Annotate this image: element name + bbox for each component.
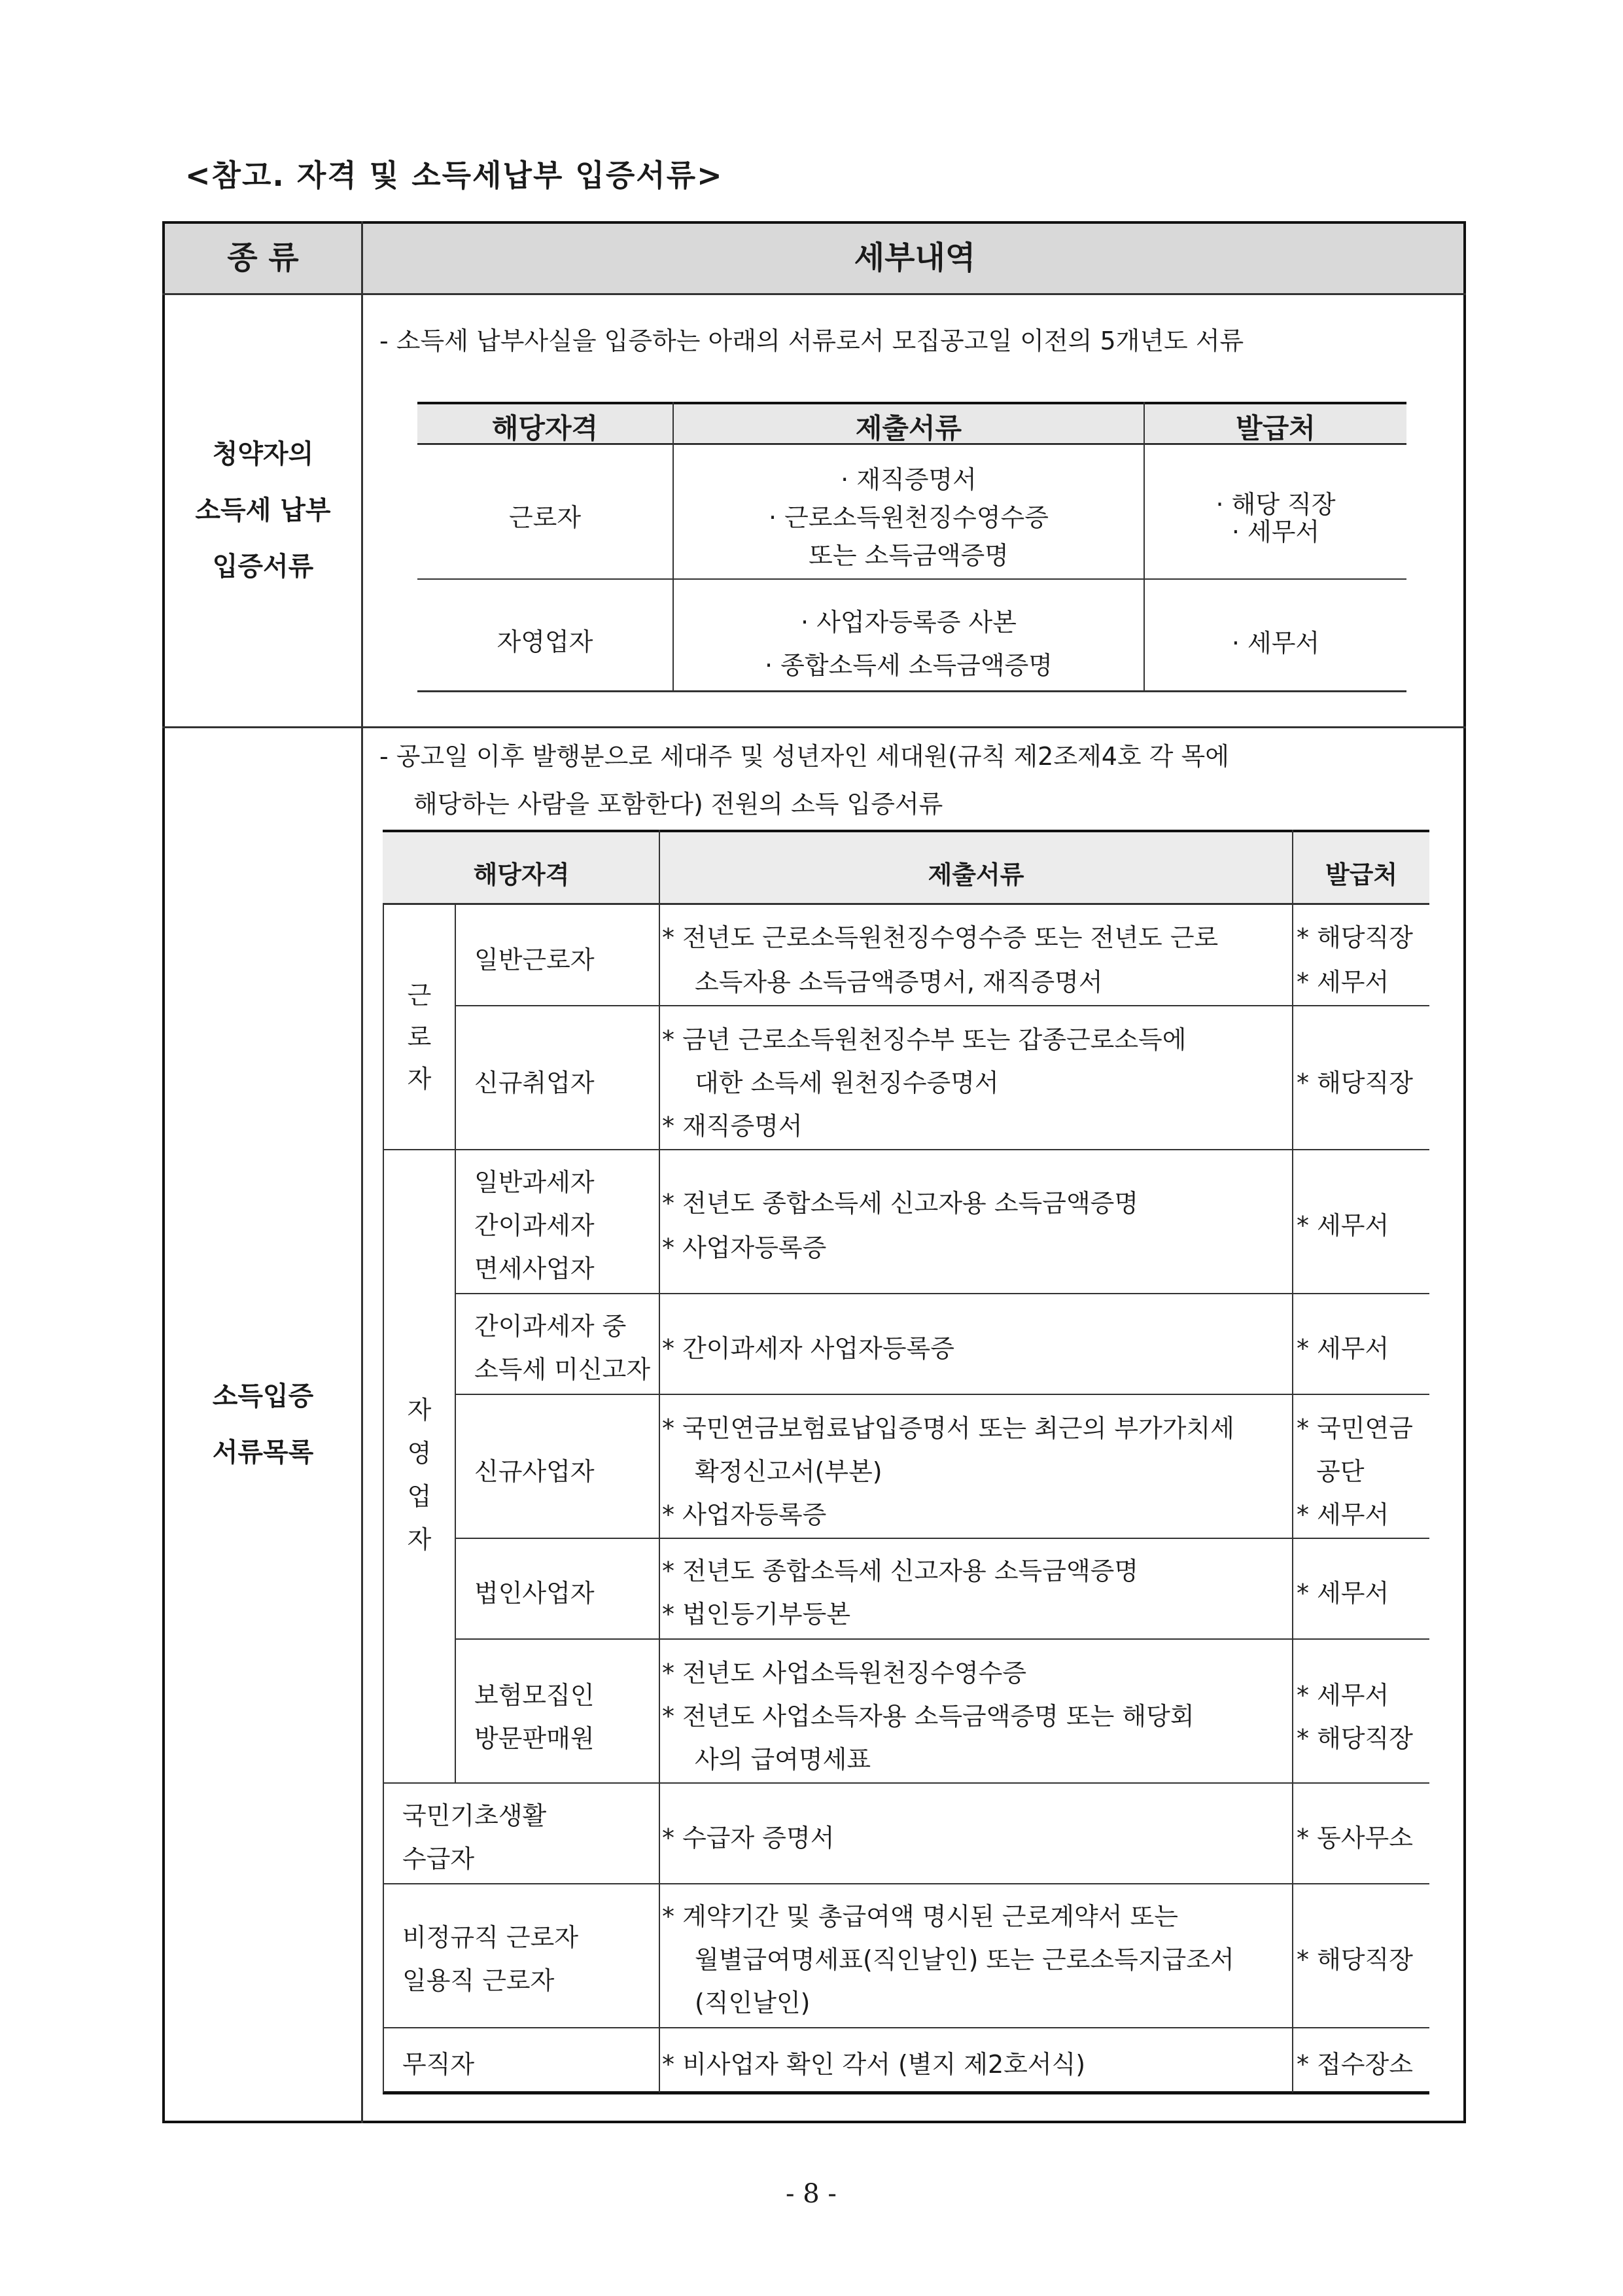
s1-row2-issuer1: · 세무서: [1231, 629, 1320, 658]
section2-intro-line2: 해당하는 사람을 포함한다) 전원의 소득 입증서류: [413, 790, 943, 819]
page-number: - 8 -: [786, 2179, 837, 2209]
s2-vline-issuer: [1292, 830, 1293, 2093]
s1-line-top: [417, 402, 1406, 404]
s1-header-docs: 제출서류: [855, 412, 962, 444]
s2-r1-doc1: * 전년도 근로소득원천징수영수증 또는 전년도 근로: [662, 923, 1219, 952]
s2-r2-issuer1: * 해당직장: [1297, 1069, 1413, 1097]
s2-r3-qual1: 일반과세자: [474, 1168, 595, 1197]
s2-r1-qual: 일반근로자: [474, 945, 595, 974]
s2-r2-doc1: * 금년 근로소득원천징수부 또는 갑종근로소득에: [662, 1025, 1187, 1054]
s2-r9-qual1: 비정규직 근로자: [402, 1923, 579, 1952]
s2-group-self-2: 영: [407, 1439, 432, 1468]
s2-r1-issuer1: * 해당직장: [1297, 923, 1413, 952]
s2-line-top: [383, 830, 1429, 832]
s2-line-r6: [456, 1638, 1429, 1640]
outer-border-top: [162, 221, 1466, 224]
s1-header-qual: 해당자격: [491, 412, 599, 444]
s2-line-r4: [456, 1394, 1429, 1395]
s2-line-r1: [456, 1005, 1429, 1006]
s2-r9-issuer1: * 해당직장: [1297, 1945, 1413, 1974]
s1-row2-doc1: · 사업자등록증 사본: [801, 608, 1017, 637]
s2-line-header: [383, 903, 1429, 905]
s2-r2-doc2: 대한 소득세 원천징수증명서: [695, 1069, 999, 1097]
s2-r6-qual1: 법인사업자: [474, 1579, 595, 1608]
s2-r7-qual1: 보험모집인: [474, 1681, 595, 1710]
s2-r5-doc2: 확정신고서(부본): [695, 1457, 882, 1486]
s2-r7-doc2: * 전년도 사업소득자용 소득금액증명 또는 해당회: [662, 1702, 1195, 1731]
s2-r8-qual1: 국민기초생활: [402, 1801, 547, 1830]
s2-line-r7: [383, 1782, 1429, 1784]
s2-group-worker-3: 자: [407, 1065, 432, 1093]
s2-r3-doc2: * 사업자등록증: [662, 1233, 827, 1262]
s1-row1-doc1: · 재직증명서: [841, 465, 977, 494]
section2-intro-line1: - 공고일 이후 발행분으로 세대주 및 성년자인 세대원(규칙 제2조제4호 각 목에: [379, 742, 1229, 771]
s2-vline-docs: [659, 830, 660, 2093]
s2-r8-doc1: * 수급자 증명서: [662, 1824, 835, 1852]
s2-r5-doc1: * 국민연금보험료납입증명서 또는 최근의 부가가치세: [662, 1414, 1234, 1443]
s2-r7-issuer1: * 세무서: [1297, 1681, 1389, 1710]
s2-r3-doc1: * 전년도 종합소득세 신고자용 소득금액증명: [662, 1189, 1139, 1218]
s2-r10-qual1: 무직자: [402, 2050, 475, 2079]
s2-r5-qual1: 신규사업자: [474, 1457, 595, 1486]
s2-r1-issuer2: * 세무서: [1297, 968, 1389, 997]
s2-r7-doc1: * 전년도 사업소득원천징수영수증: [662, 1659, 1027, 1687]
s2-r6-doc2: * 법인등기부등본: [662, 1600, 851, 1629]
s2-r3-qual2: 간이과세자: [474, 1211, 595, 1240]
s2-r9-qual2: 일용직 근로자: [402, 1966, 555, 1995]
s2-line-r5: [456, 1538, 1429, 1539]
s2-r7-qual2: 방문판매원: [474, 1724, 595, 1753]
s2-r9-doc2: 월별급여명세표(직인날인) 또는 근로소득지급조서: [695, 1945, 1234, 1974]
section1-category-line2: 소득세 납부: [195, 495, 331, 525]
s2-r5-issuer2: 공단: [1316, 1457, 1365, 1486]
outer-header-bottom: [162, 293, 1466, 295]
s2-group-worker-1: 근: [407, 981, 432, 1010]
s2-line-r9: [383, 2027, 1429, 2028]
s2-r6-doc1: * 전년도 종합소득세 신고자용 소득금액증명: [662, 1557, 1139, 1585]
s2-r5-doc3: * 사업자등록증: [662, 1500, 827, 1529]
s1-row2-qual: 자영업자: [497, 627, 593, 656]
s2-r6-issuer1: * 세무서: [1297, 1579, 1389, 1608]
s2-r4-issuer1: * 세무서: [1297, 1334, 1389, 1363]
s2-r4-qual1: 간이과세자 중: [474, 1312, 627, 1341]
s2-r9-doc1: * 계약기간 및 총급여액 명시된 근로계약서 또는: [662, 1902, 1178, 1931]
s2-r7-issuer2: * 해당직장: [1297, 1724, 1413, 1753]
s2-r9-doc3: (직인날인): [695, 1988, 811, 2017]
s1-row1-doc3: 또는 소득금액증명: [809, 541, 1009, 570]
s2-group-worker-2: 로: [407, 1023, 432, 1051]
s1-row1-doc2: · 근로소득원천징수영수증: [769, 503, 1049, 532]
s2-header-docs: 제출서류: [928, 860, 1024, 889]
section2-category-line1: 소득입증: [212, 1381, 314, 1411]
s1-row2-doc2: · 종합소득세 소득금액증명: [764, 651, 1053, 680]
section1-intro: - 소득세 납부사실을 입증하는 아래의 서류로서 모집공고일 이전의 5개년도 서류: [379, 327, 1244, 355]
s2-r3-qual3: 면세사업자: [474, 1254, 595, 1283]
outer-border-bottom: [162, 2121, 1466, 2123]
section1-category-line3: 입증서류: [212, 552, 314, 582]
s2-r2-qual: 신규취업자: [474, 1069, 595, 1097]
s1-header-issuer: 발급처: [1236, 412, 1316, 444]
header-col-detail: 세부내역: [854, 239, 976, 276]
s2-line-bottom: [383, 2091, 1429, 2094]
outer-section-divider: [162, 726, 1466, 728]
s1-line-bottom: [417, 690, 1406, 692]
header-col-type: 종 류: [227, 239, 299, 276]
s2-r1-doc2: 소득자용 소득금액증명서, 재직증명서: [695, 968, 1103, 997]
s2-r10-doc1: * 비사업자 확인 각서 (별지 제2호서식): [662, 2050, 1086, 2079]
section2-category-line2: 서류목록: [212, 1438, 314, 1468]
s2-r8-qual2: 수급자: [402, 1845, 475, 1873]
s2-line-r8: [383, 1883, 1429, 1884]
s2-header-qual: 해당자격: [473, 860, 570, 889]
s2-header-issuer: 발급처: [1325, 860, 1398, 889]
s1-row1-qual: 근로자: [508, 503, 582, 532]
s2-vline-group: [455, 903, 456, 1784]
s2-r2-doc3: * 재직증명서: [662, 1112, 803, 1140]
s2-line-r2: [383, 1149, 1429, 1150]
s2-r7-doc3: 사의 급여명세표: [695, 1745, 871, 1774]
outer-divider-vertical: [361, 221, 363, 2123]
section1-category-line1: 청약자의: [212, 439, 314, 469]
s2-group-self-1: 자: [407, 1396, 432, 1424]
s1-line-row: [417, 578, 1406, 580]
s2-r8-issuer1: * 동사무소: [1297, 1824, 1413, 1852]
s2-r4-doc1: * 간이과세자 사업자등록증: [662, 1334, 954, 1363]
s2-r4-qual2: 소득세 미신고자: [474, 1355, 651, 1384]
outer-border-right: [1463, 221, 1466, 2123]
s1-row1-issuer2: · 세무서: [1231, 518, 1320, 546]
s1-row1-issuer1: · 해당 직장: [1215, 490, 1336, 519]
s2-group-self-3: 업: [407, 1482, 432, 1511]
s2-r5-issuer1: * 국민연금: [1297, 1414, 1413, 1443]
s2-r5-issuer3: * 세무서: [1297, 1500, 1389, 1529]
s2-line-r3: [456, 1293, 1429, 1294]
page-title: <참고. 자격 및 소득세납부 입증서류>: [185, 158, 724, 193]
s2-r10-issuer1: * 접수장소: [1297, 2050, 1413, 2079]
s2-group-self-4: 자: [407, 1525, 432, 1554]
s2-r3-issuer1: * 세무서: [1297, 1211, 1389, 1240]
